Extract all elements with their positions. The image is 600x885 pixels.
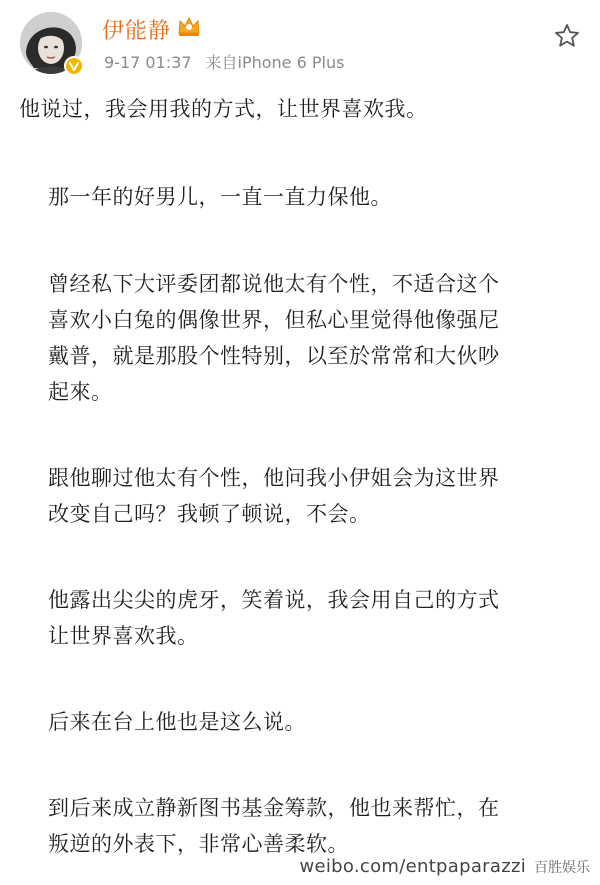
post-time: 9-17 01:37 <box>104 53 192 72</box>
star-icon[interactable] <box>553 22 581 50</box>
post-meta <box>104 50 344 73</box>
paragraph-line: 他说过，我会用我的方式，让世界喜欢我。 <box>19 97 428 121</box>
paragraph-line: 起來。 <box>48 380 113 404</box>
paragraph-2 <box>48 179 392 215</box>
paragraph-line: 跟他聊过他太有个性，他问我小伊姐会为这世界 <box>48 466 500 490</box>
paragraph-4 <box>48 460 500 532</box>
paragraph-line: 叛逆的外表下，非常心善柔软。 <box>48 832 349 856</box>
paragraph-line: 他露出尖尖的虎牙，笑着说，我会用自己的方式 <box>48 588 500 612</box>
paragraph-line: 到后来成立静新图书基金筹款，他也来帮忙，在 <box>48 796 500 820</box>
watermark <box>299 856 590 877</box>
username[interactable]: 伊能静 <box>102 19 172 44</box>
paragraph-line: 后来在台上他也是这么说。 <box>48 710 306 734</box>
paragraph-line: 曾经私下大评委团都说他太有个性，不适合这个 <box>48 272 500 296</box>
paragraph-line: 改变自己吗？我顿了顿说，不会。 <box>48 502 371 526</box>
paragraph-6 <box>48 704 306 740</box>
paragraph-7 <box>48 790 500 862</box>
paragraph-1 <box>19 91 428 127</box>
vip-crown-icon <box>176 15 202 41</box>
post-source[interactable]: 来自iPhone 6 Plus <box>205 53 345 72</box>
watermark-logo: 百胜娱乐 <box>534 859 590 876</box>
verified-badge-icon <box>64 56 84 76</box>
paragraph-5 <box>48 582 500 654</box>
paragraph-line: 那一年的好男儿，一直一直力保他。 <box>48 185 392 209</box>
post-header <box>0 0 600 90</box>
paragraph-line: 戴普，就是那股个性特别，以至於常常和大伙吵 <box>48 344 500 368</box>
watermark-url: weibo.com/entpaparazzi <box>299 856 526 877</box>
paragraph-line: 喜欢小白兔的偶像世界，但私心里觉得他像强尼 <box>48 308 500 332</box>
paragraph-3 <box>48 266 500 410</box>
paragraph-line: 让世界喜欢我。 <box>48 624 199 648</box>
